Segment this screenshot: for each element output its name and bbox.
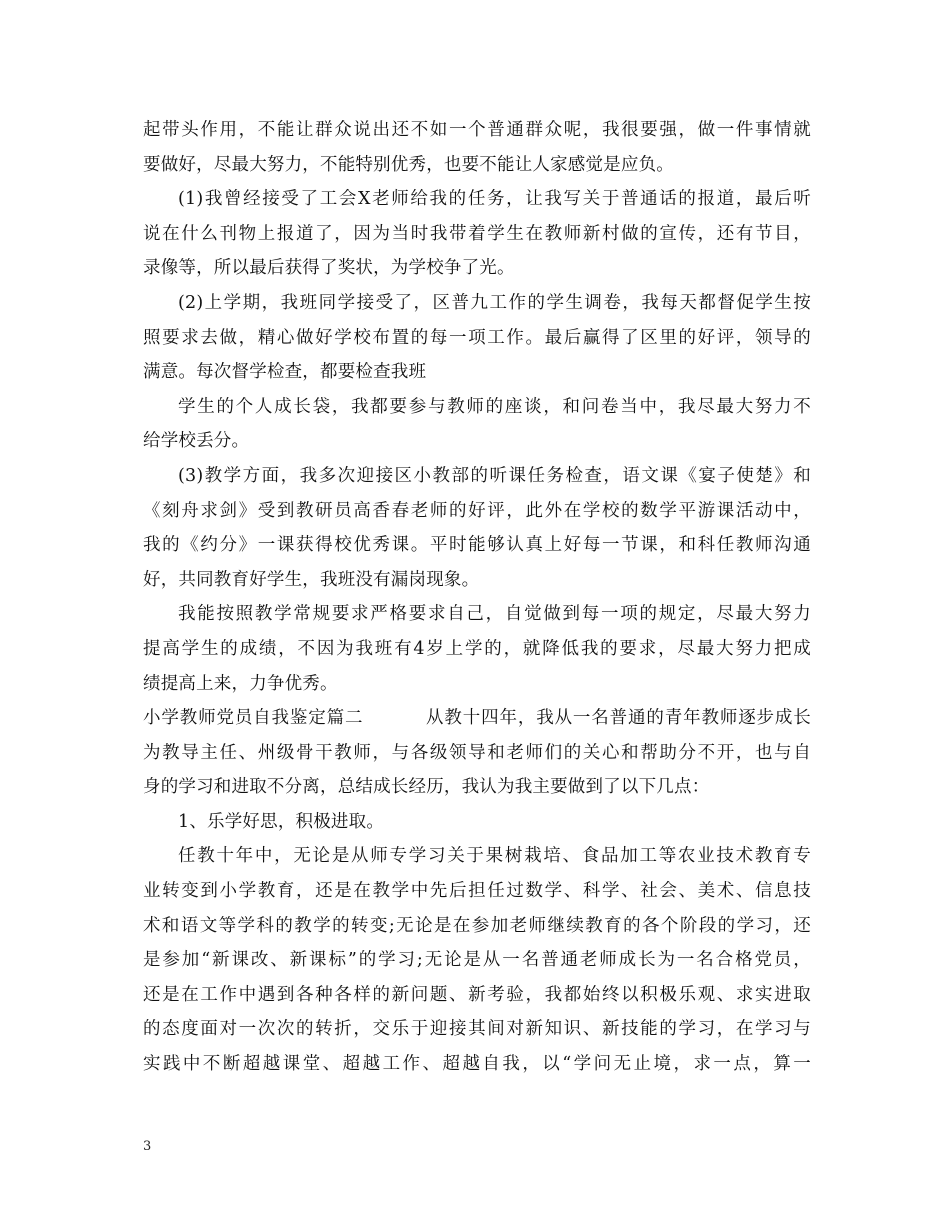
text-line: 学生的个人成长袋，我都要参与教师的座谈，和问卷当中，我尽最大努力不 bbox=[178, 396, 811, 417]
text-line: 说在什么刊物上报道了，因为当时我带着学生在教师新村做的宣传，还有节目， bbox=[143, 223, 811, 244]
text-line: 我能按照教学常规要求严格要求自己，自觉做到每一项的规定，尽最大努力 bbox=[178, 604, 811, 625]
section-first-line: 从教十四年，我从一名普通的青年教师逐步成长 bbox=[425, 708, 811, 729]
text-line: 照要求去做，精心做好学校布置的每一项工作。最后赢得了区里的好评，领导的 bbox=[143, 327, 811, 348]
text-line: 的态度面对一次次的转折，交乐于迎接其间对新知识、新技能的学习，在学习与 bbox=[143, 1019, 811, 1040]
text-line: 业转变到小学教育，还是在教学中先后担任过数学、科学、社会、美术、信息技 bbox=[143, 881, 811, 902]
text-line: 好，共同教育好学生，我班没有漏岗现象。 bbox=[143, 569, 480, 590]
text-line: 任教十年中，无论是从师专学习关于果树栽培、食品加工等农业技术教育专 bbox=[178, 846, 811, 867]
page-number: 3 bbox=[143, 1139, 152, 1154]
text-line: 身的学习和进取不分离，总结成长经历，我认为我主要做到了以下几点： bbox=[143, 777, 710, 798]
text-line: 是参加“新课改、新课标”的学习;无论是从一名普通老师成长为一名合格党员， bbox=[143, 950, 811, 971]
text-line: 满意。每次督学检查，都要检查我班 bbox=[143, 362, 427, 383]
section-heading: 小学教师党员自我鉴定篇二 bbox=[143, 708, 364, 729]
text-line: 要做好，尽最大努力，不能特别优秀，也要不能让人家感觉是应负。 bbox=[143, 154, 674, 175]
text-line: 绩提高上来，力争优秀。 bbox=[143, 673, 338, 694]
text-line: 录像等，所以最后获得了奖状，为学校争了光。 bbox=[143, 258, 515, 279]
text-line: 1、乐学好思，积极进取。 bbox=[178, 811, 385, 832]
text-line: 为教导主任、州级骨干教师，与各级领导和老师们的关心和帮助分不开，也与自 bbox=[143, 742, 811, 763]
text-line: 提高学生的成绩，不因为我班有4岁上学的，就降低我的要求，尽最大努力把成 bbox=[143, 638, 811, 659]
text-line: 《刻舟求剑》受到教研员高香春老师的好评，此外在学校的数学平游课活动中， bbox=[143, 500, 811, 521]
text-line: 术和语文等学科的教学的转变;无论是在参加老师继续教育的各个阶段的学习，还 bbox=[143, 915, 811, 936]
document-body bbox=[143, 113, 811, 1082]
text-line: 我的《约分》一课获得校优秀课。平时能够认真上好每一节课，和科任教师沟通 bbox=[143, 535, 811, 556]
text-line: 起带头作用，不能让群众说出还不如一个普通群众呢，我很要强，做一件事情就 bbox=[143, 120, 811, 140]
paragraph-block-1 bbox=[143, 113, 811, 701]
section-heading-line bbox=[143, 701, 811, 736]
text-line: (1)我曾经接受了工会X老师给我的任务，让我写关于普通话的报道，最后听 bbox=[178, 189, 811, 210]
text-line: 还是在工作中遇到各种各样的新问题、新考验，我都始终以积极乐观、求实进取 bbox=[143, 984, 811, 1005]
text-line: (3)教学方面，我多次迎接区小教部的听课任务检查，语文课《宴子使楚》和 bbox=[178, 465, 811, 486]
text-line: 给学校丢分。 bbox=[143, 431, 250, 452]
paragraph-block-2 bbox=[143, 736, 811, 1082]
text-line: (2)上学期，我班同学接受了，区普九工作的学生调卷，我每天都督促学生按 bbox=[178, 292, 811, 313]
text-line: 实践中不断超越课堂、超越工作、超越自我，以“学问无止境，求一点，算一 bbox=[143, 1054, 811, 1075]
